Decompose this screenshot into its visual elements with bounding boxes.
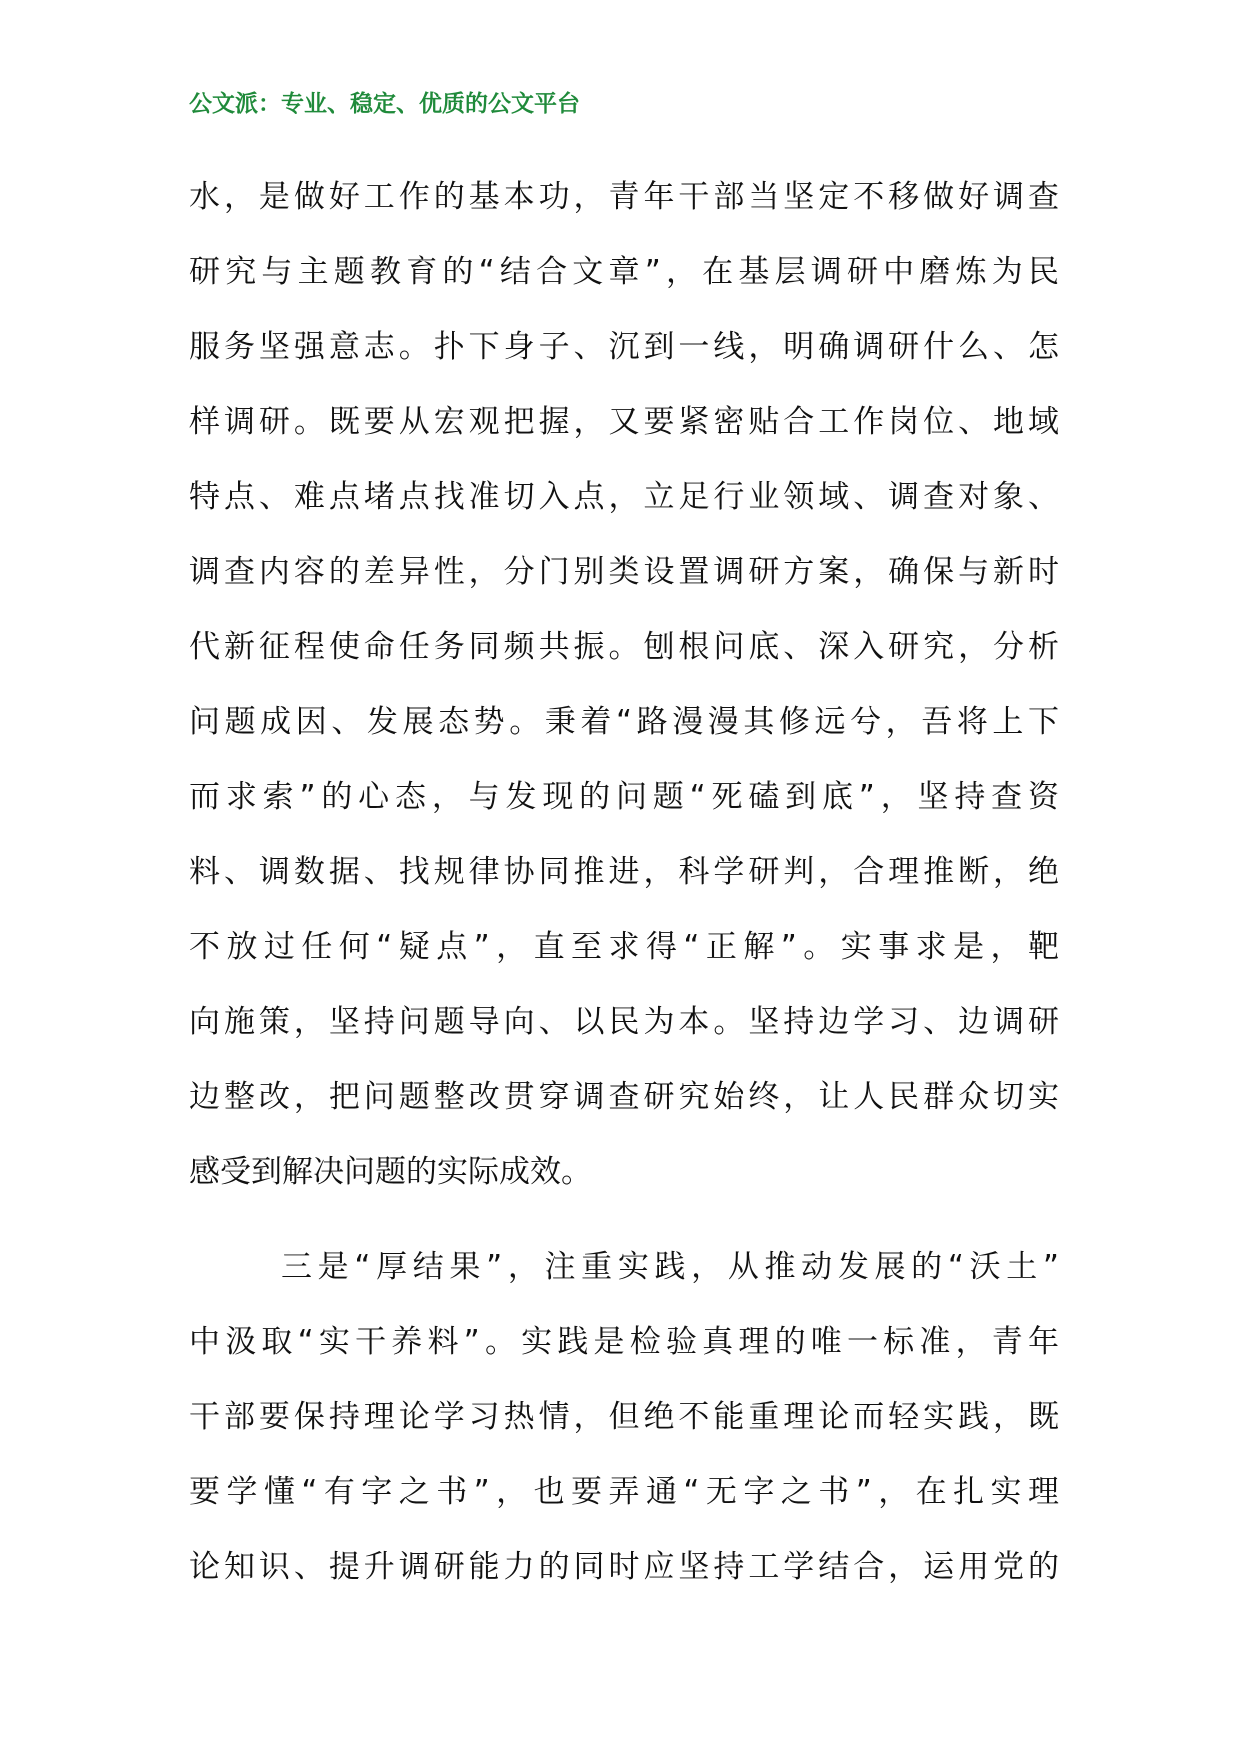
text-line: 而求索”的心态，与发现的问题“死磕到底”，坚持查资: [189, 779, 1059, 815]
text-line: 样调研。既要从宏观把握，又要紧密贴合工作岗位、地域: [189, 404, 1059, 440]
text-line: 水，是做好工作的基本功，青年干部当坚定不移做好调查: [189, 179, 1059, 215]
text-line: 研究与主题教育的“结合文章”，在基层调研中磨炼为民: [189, 254, 1059, 290]
text-line: 干部要保持理论学习热情，但绝不能重理论而轻实践，既: [189, 1399, 1059, 1435]
text-line: 三是“厚结果”，注重实践，从推动发展的“沃土”: [281, 1249, 1059, 1285]
text-line: 料、调数据、找规律协同推进，科学研判，合理推断，绝: [189, 854, 1059, 890]
text-line: 感受到解决问题的实际成效。: [189, 1154, 592, 1190]
body-text: [189, 160, 1059, 1605]
text-line: 特点、难点堵点找准切入点，立足行业领域、调查对象、: [189, 479, 1059, 515]
header-banner: 公文派：专业、稳定、优质的公文平台: [189, 91, 580, 117]
text-line: 不放过任何“疑点”，直至求得“正解”。实事求是，靶: [189, 929, 1059, 965]
paragraph-2: [189, 1230, 1059, 1605]
paragraph-1: [189, 160, 1059, 1210]
text-line: 调查内容的差异性，分门别类设置调研方案，确保与新时: [189, 554, 1059, 590]
paragraph-gap: [189, 1210, 1059, 1230]
text-line: 服务坚强意志。扑下身子、沉到一线，明确调研什么、怎: [189, 329, 1059, 365]
text-line: 中汲取“实干养料”。实践是检验真理的唯一标准，青年: [189, 1324, 1059, 1360]
text-line: 论知识、提升调研能力的同时应坚持工学结合，运用党的: [189, 1549, 1059, 1585]
text-line: 要学懂“有字之书”，也要弄通“无字之书”，在扎实理: [189, 1474, 1059, 1510]
text-line: 向施策，坚持问题导向、以民为本。坚持边学习、边调研: [189, 1004, 1059, 1040]
text-line: 问题成因、发展态势。秉着“路漫漫其修远兮，吾将上下: [189, 704, 1059, 740]
text-line: 边整改，把问题整改贯穿调查研究始终，让人民群众切实: [189, 1079, 1059, 1115]
text-line: 代新征程使命任务同频共振。刨根问底、深入研究，分析: [189, 629, 1059, 665]
